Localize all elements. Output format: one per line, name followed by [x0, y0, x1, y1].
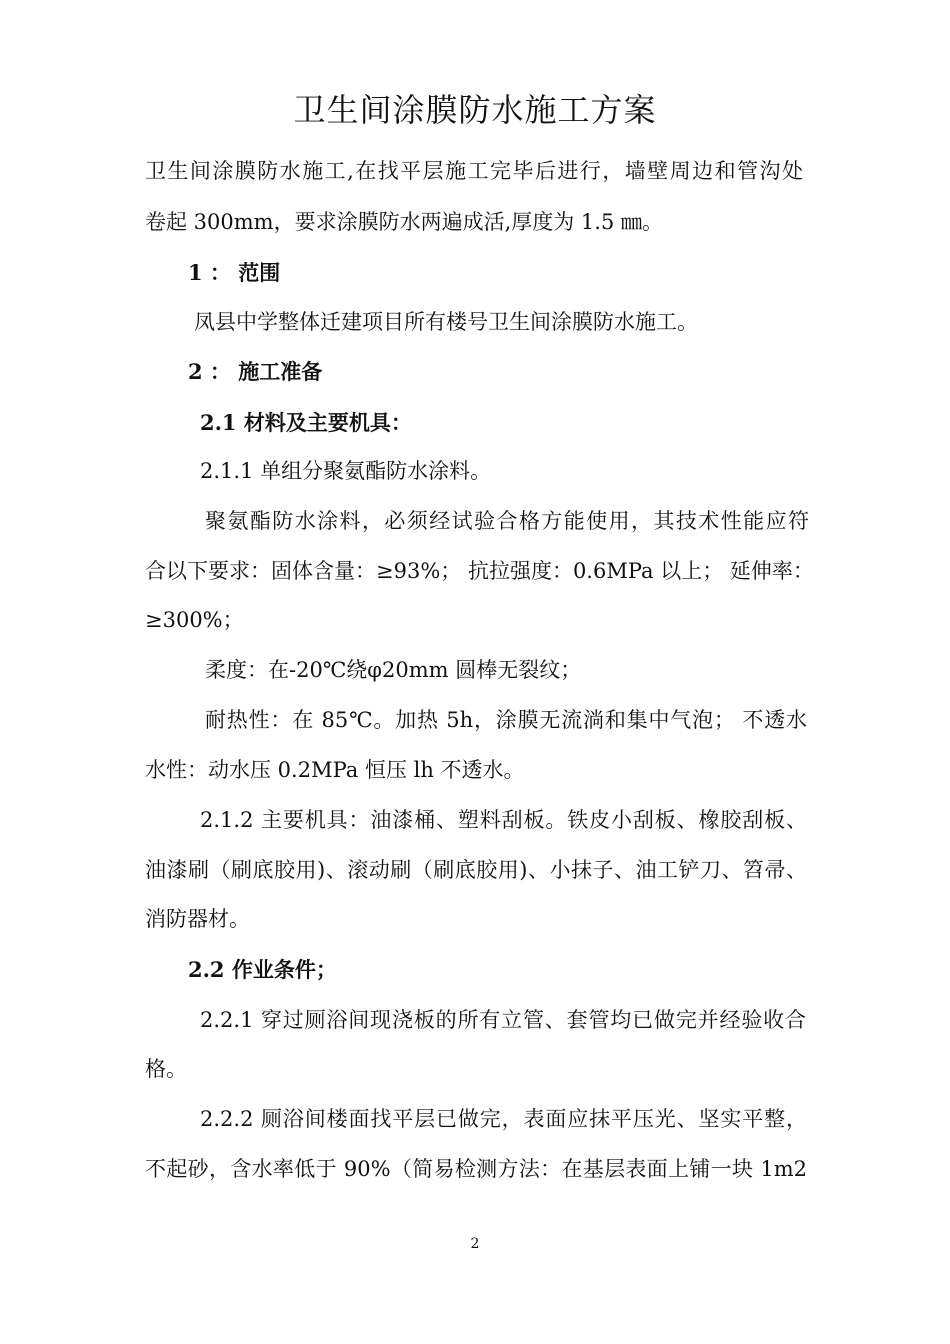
- section-heading-scope: 1 ： 范围: [188, 260, 281, 285]
- subsection-heading-materials: 2.1 材料及主要机具：: [200, 410, 412, 435]
- text-line-water-resistance: 水性：动水压 0.2MPa 恒压 lh 不透水。: [145, 758, 525, 782]
- text-line-tools-1: 2.1.2 主要机具：油漆桶、塑料刮板。铁皮小刮板、橡胶刮板、: [200, 808, 807, 832]
- section-heading-preparation: 2 ： 施工准备: [188, 359, 323, 384]
- text-line-2-2-1-cont: 格。: [145, 1057, 187, 1081]
- text-line-2-2-2-cont: 不起砂，含水率低于 90%（简易检测方法：在基层表面上铺一块 1m2: [145, 1157, 807, 1181]
- text-line-2-2-2: 2.2.2 厕浴间楼面找平层已做完，表面应抹平压光、坚实平整，: [200, 1107, 807, 1131]
- text-line-2-2-1: 2.2.1 穿过厕浴间现浇板的所有立管、套管均已做完并经验收合: [200, 1008, 806, 1032]
- text-line-requirements-2: 合以下要求：固体含量：≥93%； 抗拉强度：0.6MPa 以上； 延伸率：: [145, 559, 814, 583]
- text-line-2-1-1: 2.1.1 单组分聚氨酯防水涂料。: [200, 459, 492, 483]
- page-number: 2: [470, 1236, 480, 1252]
- text-line-scope: 凤县中学整体迁建项目所有楼号卫生间涂膜防水施工。: [194, 310, 698, 334]
- text-line-requirements-3: ≥300%；: [145, 608, 244, 632]
- text-line-tools-2: 油漆刷（刷底胶用)、滚动刷（刷底胶用)、小抹子、油工铲刀、笤帚、: [145, 858, 807, 882]
- text-line-1: 卫生间涂膜防水施工,在找平层施工完毕后进行，墙壁周边和管沟处: [145, 159, 803, 183]
- subsection-heading-conditions: 2.2 作业条件；: [188, 957, 337, 982]
- text-line-tools-3: 消防器材。: [145, 907, 250, 931]
- text-line-2: 卷起 300mm，要求涂膜防水两遍成活,厚度为 1.5 ㎜。: [145, 210, 664, 234]
- text-line-flexibility: 柔度：在-20℃绕φ20mm 圆棒无裂纹；: [205, 658, 582, 682]
- text-line-heat-resistance: 耐热性：在 85℃。加热 5h，涂膜无流淌和集中气泡； 不透水: [205, 708, 807, 732]
- page-title: 卫生间涂膜防水施工方案: [293, 91, 657, 129]
- text-line-requirements-1: 聚氨酯防水涂料，必须经试验合格方能使用，其技术性能应符: [205, 509, 809, 533]
